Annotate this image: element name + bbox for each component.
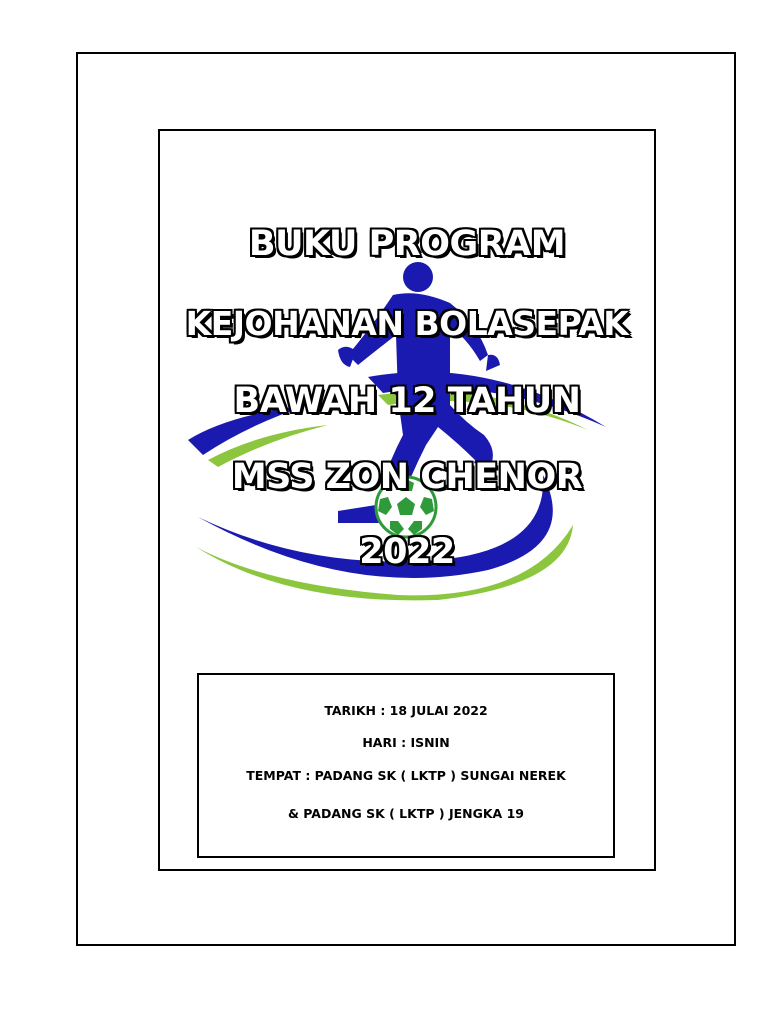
venue-text-2: & PADANG SK ( LKTP ) JENGKA 19	[288, 806, 524, 821]
title-line-4: MSS ZON CHENOR	[231, 457, 583, 497]
event-details-box	[197, 673, 615, 858]
date-text: TARIKH : 18 JULAI 2022	[324, 703, 488, 718]
day-text: HARI : ISNIN	[362, 735, 450, 750]
title-line-1: BUKU PROGRAM	[248, 224, 566, 264]
venue-text: TEMPAT : PADANG SK ( LKTP ) SUNGAI NEREK	[246, 768, 566, 783]
title-line-2: KEJOHANAN BOLASEPAK	[185, 304, 629, 343]
title-line-5: 2022	[359, 532, 455, 572]
title-line-3: BAWAH 12 TAHUN	[233, 381, 581, 421]
